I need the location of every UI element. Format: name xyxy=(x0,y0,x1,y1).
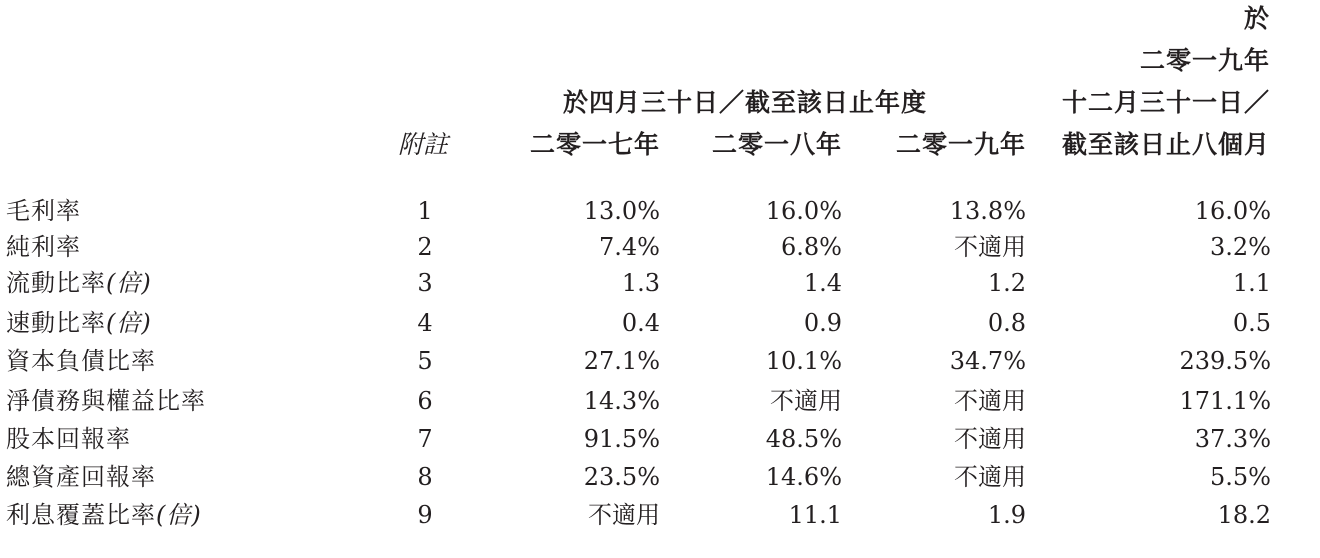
cell-2017: 27.1% xyxy=(583,347,660,375)
row-label: 淨債務與權益比率 xyxy=(6,387,206,415)
cell-2018: 1.4 xyxy=(803,269,842,297)
cell-2017: 不適用 xyxy=(588,501,660,529)
cell-2019-dec31: 5.5% xyxy=(1210,463,1271,491)
row-label: 速動比率(倍) xyxy=(6,309,152,337)
cell-2017: 13.0% xyxy=(583,197,660,225)
row-label: 毛利率 xyxy=(6,197,81,225)
row-label: 利息覆蓋比率(倍) xyxy=(6,501,202,529)
cell-2017: 14.3% xyxy=(583,387,660,415)
row-note: 6 xyxy=(417,387,433,415)
table-row xyxy=(0,384,1320,418)
row-note: 9 xyxy=(417,501,433,529)
header-col-2017: 二零一七年 xyxy=(529,130,660,159)
cell-2017: 7.4% xyxy=(599,233,660,261)
cell-2019: 0.8 xyxy=(987,309,1026,337)
header-dec31: 十二月三十一日／ xyxy=(1061,88,1270,117)
row-note: 1 xyxy=(417,197,433,225)
header-2019-right-year: 二零一九年 xyxy=(1139,46,1270,75)
cell-2019: 1.9 xyxy=(987,501,1026,529)
cell-2019: 不適用 xyxy=(954,463,1026,491)
table-row xyxy=(0,306,1320,340)
cell-2019-dec31: 16.0% xyxy=(1194,197,1271,225)
row-note: 8 xyxy=(417,463,433,491)
cell-2018: 16.0% xyxy=(765,197,842,225)
row-note: 2 xyxy=(417,233,433,261)
cell-2019-dec31: 0.5 xyxy=(1232,309,1271,337)
table-row xyxy=(0,422,1320,456)
row-unit: (倍) xyxy=(106,309,152,337)
header-note-column: 附註 xyxy=(398,130,449,159)
header-yu: 於 xyxy=(1243,4,1270,33)
header-period-group: 於四月三十日／截至該日止年度 xyxy=(563,88,928,117)
table-row xyxy=(0,194,1320,228)
table-row xyxy=(0,266,1320,300)
cell-2019: 34.7% xyxy=(949,347,1026,375)
cell-2019: 不適用 xyxy=(954,425,1026,453)
cell-2019-dec31: 1.1 xyxy=(1232,269,1271,297)
cell-2019-dec31: 18.2 xyxy=(1217,501,1271,529)
header-col-2018: 二零一八年 xyxy=(711,130,842,159)
row-note: 4 xyxy=(417,309,433,337)
row-label: 股本回報率 xyxy=(6,425,131,453)
row-label: 資本負債比率 xyxy=(6,347,156,375)
table-row xyxy=(0,344,1320,378)
table-row xyxy=(0,230,1320,264)
row-note: 3 xyxy=(417,269,433,297)
row-label: 流動比率(倍) xyxy=(6,269,152,297)
cell-2017: 0.4 xyxy=(621,309,660,337)
table-row xyxy=(0,498,1320,532)
cell-2019: 1.2 xyxy=(987,269,1026,297)
cell-2019: 不適用 xyxy=(954,233,1026,261)
cell-2018: 10.1% xyxy=(765,347,842,375)
header-eight-months: 截至該日止八個月 xyxy=(1061,130,1270,159)
table-row xyxy=(0,460,1320,494)
cell-2018: 11.1 xyxy=(788,501,842,529)
row-unit: (倍) xyxy=(156,501,202,529)
row-label: 純利率 xyxy=(6,233,81,261)
cell-2019-dec31: 37.3% xyxy=(1194,425,1271,453)
cell-2018: 6.8% xyxy=(781,233,842,261)
cell-2017: 1.3 xyxy=(621,269,660,297)
cell-2018: 0.9 xyxy=(803,309,842,337)
cell-2017: 91.5% xyxy=(583,425,660,453)
cell-2019-dec31: 239.5% xyxy=(1179,347,1271,375)
header-col-2019: 二零一九年 xyxy=(895,130,1026,159)
cell-2019: 13.8% xyxy=(949,197,1026,225)
cell-2019: 不適用 xyxy=(954,387,1026,415)
cell-2019-dec31: 3.2% xyxy=(1210,233,1271,261)
cell-2017: 23.5% xyxy=(583,463,660,491)
row-unit: (倍) xyxy=(106,269,152,297)
cell-2018: 14.6% xyxy=(765,463,842,491)
cell-2018: 不適用 xyxy=(770,387,842,415)
row-note: 7 xyxy=(417,425,433,453)
cell-2019-dec31: 171.1% xyxy=(1179,387,1271,415)
row-note: 5 xyxy=(417,347,433,375)
row-label: 總資產回報率 xyxy=(6,463,156,491)
cell-2018: 48.5% xyxy=(765,425,842,453)
